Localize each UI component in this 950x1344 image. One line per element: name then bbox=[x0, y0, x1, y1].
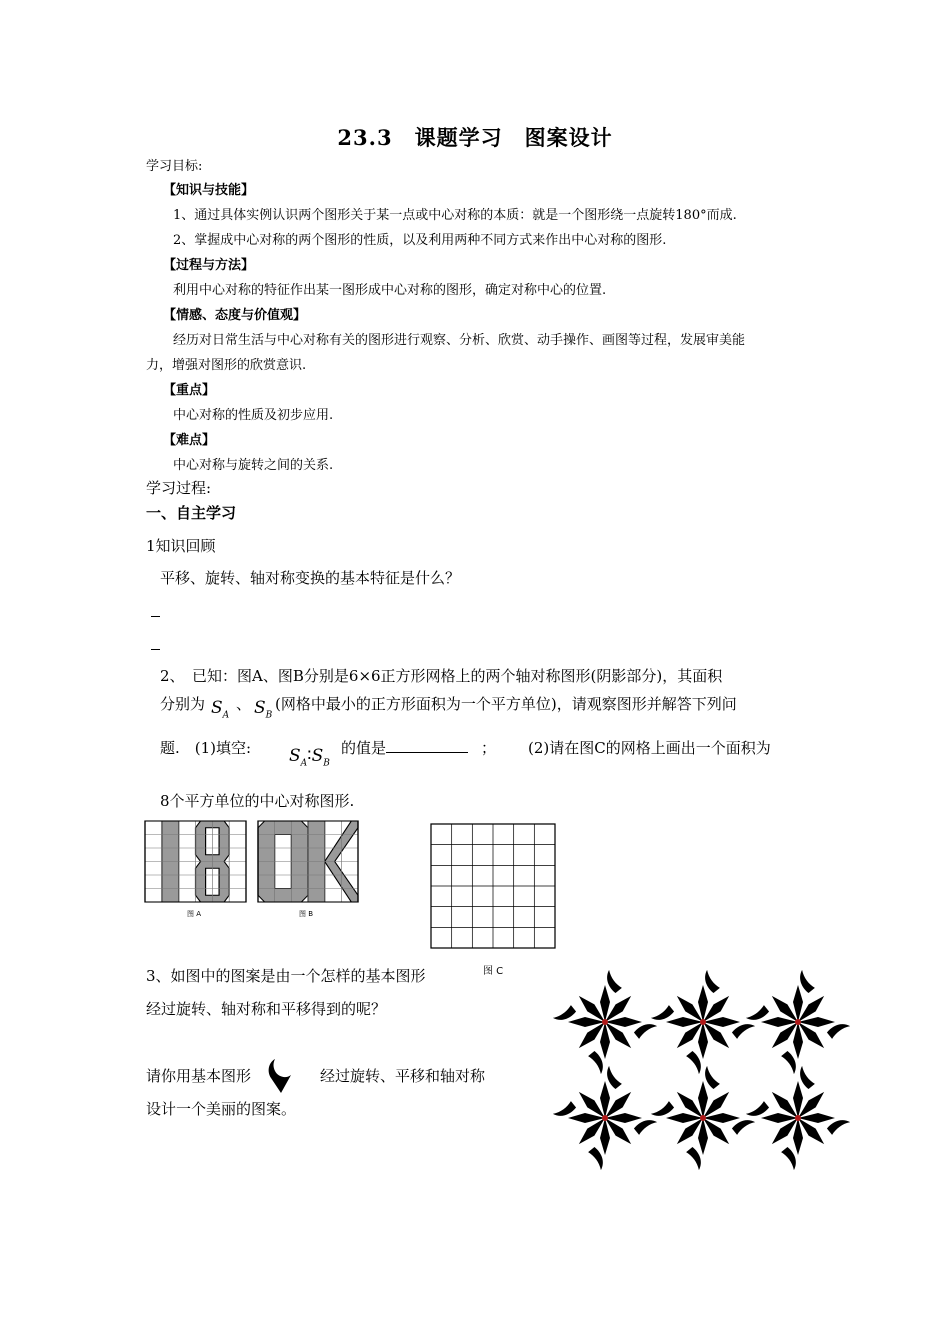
process-method-text: 利用中心对称的特征作出某一图形成中心对称的图形，确定对称中心的位置. bbox=[173, 283, 607, 298]
answer-line-1 bbox=[151, 616, 160, 617]
answer-line-2 bbox=[151, 649, 160, 650]
item1-question: 平移、旋转、轴对称变换的基本特征是什么？ bbox=[160, 569, 461, 587]
item2-line3-suffix: (2)请在图C的网格上画出一个面积为 bbox=[528, 739, 771, 757]
item3-line2: 经过旋转、轴对称和平移得到的呢？ bbox=[146, 1000, 387, 1018]
figure-b-grid bbox=[258, 821, 358, 902]
key-point-heading: 【重点】 bbox=[163, 383, 216, 398]
item3-line3-prefix: 请你用基本图形 bbox=[146, 1067, 252, 1085]
item2-line4: 8个平方单位的中心对称图形. bbox=[160, 792, 355, 810]
section-self-study: 一、自主学习 bbox=[146, 504, 237, 522]
item3-line1: 3、如图中的图案是由一个怎样的基本图形 bbox=[146, 967, 426, 985]
goals-heading: 学习目标: bbox=[146, 159, 203, 174]
item2-line2-suffix: (网格中最小的正方形面积为一个平方单位)，请观察图形并解答下列问 bbox=[275, 695, 737, 713]
item2-line1: 2、 已知：图A、图B分别是6×6正方形网格上的两个轴对称图形(阴影部分)，其面积 bbox=[160, 667, 723, 685]
figure-c-caption: 图 C bbox=[483, 966, 504, 977]
page-title: 23.3 课题学习 图案设计 bbox=[337, 125, 613, 150]
flower-4 bbox=[553, 1066, 657, 1170]
item1-title: 1知识回顾 bbox=[146, 537, 216, 555]
flower-3 bbox=[746, 970, 850, 1074]
item3-line3-suffix: 经过旋转、平移和轴对称 bbox=[320, 1067, 486, 1085]
knowledge-item-2: 2、掌握成中心对称的两个图形的性质，以及利用两种不同方式来作出中心对称的图形. bbox=[173, 233, 667, 248]
flower-pattern bbox=[560, 970, 845, 1170]
figure-a-grid bbox=[145, 821, 246, 902]
key-point-text: 中心对称的性质及初步应用. bbox=[173, 408, 334, 423]
symbol-sa: $S_A$ bbox=[211, 698, 230, 721]
flower-1 bbox=[553, 970, 657, 1074]
emotion-text-line1: 经历对日常生活与中心对称有关的图形进行观察、分析、欣赏、动手操作、画图等过程，发展审美能 bbox=[173, 333, 746, 348]
item2-line3-middle: 的值是 bbox=[341, 737, 468, 758]
symbol-sb: $S_B$ bbox=[254, 698, 273, 721]
figure-c-grid[interactable] bbox=[431, 824, 555, 948]
flower-5 bbox=[651, 1066, 755, 1170]
knowledge-heading: 【知识与技能】 bbox=[163, 183, 255, 198]
item2-separator: 、 bbox=[236, 695, 252, 713]
emotion-heading: 【情感、态度与价值观】 bbox=[163, 308, 307, 323]
figure-b-caption: 图 B bbox=[299, 910, 314, 918]
flower-6 bbox=[746, 1066, 850, 1170]
answer-blank[interactable] bbox=[386, 738, 468, 753]
process-heading: 学习过程: bbox=[146, 479, 212, 497]
difficult-point-heading: 【难点】 bbox=[163, 433, 216, 448]
item3-line4: 设计一个美丽的图案。 bbox=[146, 1100, 297, 1118]
ratio-expression: $S_A∶S_B$ bbox=[289, 746, 330, 769]
process-method-heading: 【过程与方法】 bbox=[163, 258, 255, 273]
item2-line3-semicolon: ； bbox=[481, 739, 497, 757]
item2-line3-prefix: 题. (1)填空: bbox=[160, 739, 252, 757]
difficult-point-text: 中心对称与旋转之间的关系. bbox=[173, 458, 334, 473]
item2-line2-prefix: 分别为 bbox=[160, 695, 206, 713]
flower-2 bbox=[651, 970, 755, 1074]
figure-a-caption: 图 A bbox=[187, 910, 202, 918]
emotion-text-line2: 力，增强对图形的欣赏意识. bbox=[146, 358, 307, 373]
knowledge-item-1: 1、通过具体实例认识两个图形关于某一点或中心对称的本质：就是一个图形绕一点旋转180°而成. bbox=[173, 208, 737, 223]
basic-shape-icon bbox=[266, 1058, 292, 1094]
